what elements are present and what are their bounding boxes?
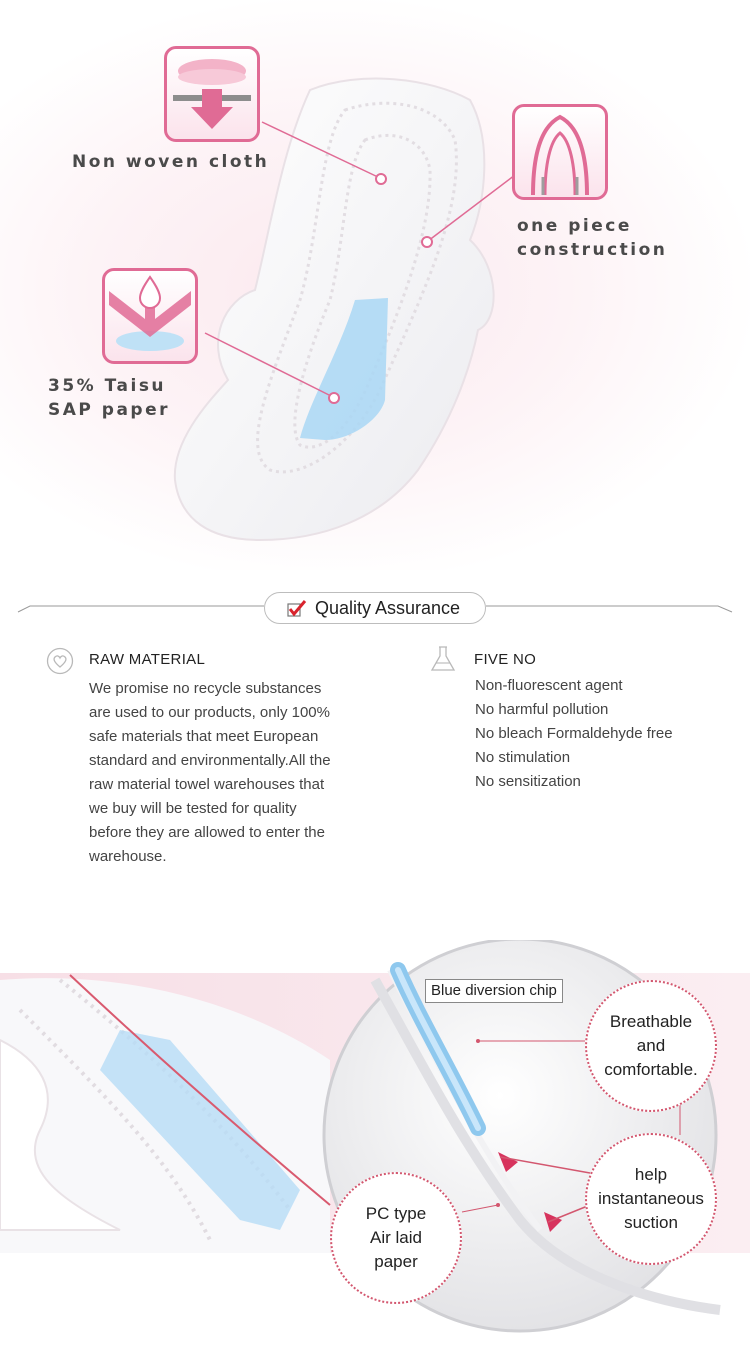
five-no-item: No sensitization: [475, 773, 581, 790]
suction-line: help: [634, 1165, 668, 1184]
sap-paper-label: [48, 374, 170, 422]
sap-paper-label-line2: SAP paper: [48, 400, 171, 420]
one-piece-label: [517, 214, 667, 262]
five-no-item: Non-fluorescent agent: [475, 677, 623, 694]
raw-material-line: warehouse.: [89, 848, 167, 865]
breathable-line: Breathable: [609, 1012, 693, 1031]
raw-material-line: are used to our products, only 100%: [89, 704, 330, 721]
raw-material-line: We promise no recycle substances: [89, 680, 322, 697]
one-piece-construction-icon: [512, 104, 608, 200]
raw-material-line: safe materials that meet European: [89, 728, 319, 745]
five-no-item: No stimulation: [475, 749, 571, 766]
breathable-line: comfortable.: [604, 1060, 698, 1079]
breathable-circle: [585, 980, 717, 1112]
pc-type-line: PC type: [365, 1204, 427, 1223]
pc-type-circle: [330, 1172, 462, 1304]
five-no-list: [475, 674, 673, 794]
one-piece-label-line1: one piece: [517, 216, 632, 236]
quality-assurance-title: Quality Assurance: [315, 598, 461, 618]
checkmark-icon: [287, 600, 307, 618]
blue-diversion-chip-label: Blue diversion chip: [425, 979, 563, 1003]
sap-paper-label-line1: 35% Taisu: [48, 376, 167, 396]
suction-line: suction: [624, 1213, 678, 1232]
raw-material-title: RAW MATERIAL: [89, 651, 206, 668]
five-no-title: FIVE NO: [474, 651, 537, 668]
pc-type-line: paper: [374, 1252, 418, 1271]
raw-material-line: standard and environmentally.All the: [89, 752, 331, 769]
quality-assurance-pill: [264, 592, 486, 624]
breathable-line: and: [636, 1036, 666, 1055]
five-no-item: No bleach Formaldehyde free: [475, 725, 673, 742]
flask-icon: [429, 645, 457, 673]
raw-material-line: before they are allowed to enter the: [89, 824, 325, 841]
non-woven-cloth-label: Non woven cloth: [72, 152, 270, 172]
heart-icon: [46, 647, 74, 675]
raw-material-line: we buy will be tested for quality: [89, 800, 297, 817]
suction-line: instantaneous: [598, 1189, 704, 1208]
raw-material-text: [89, 677, 389, 869]
non-woven-cloth-icon: [164, 46, 260, 142]
five-no-item: No harmful pollution: [475, 701, 609, 718]
pc-type-line: Air laid: [370, 1228, 422, 1247]
suction-circle: [585, 1133, 717, 1265]
sap-paper-icon: [102, 268, 198, 364]
raw-material-line: raw material towel warehouses that: [89, 776, 325, 793]
one-piece-label-line2: construction: [517, 240, 668, 260]
